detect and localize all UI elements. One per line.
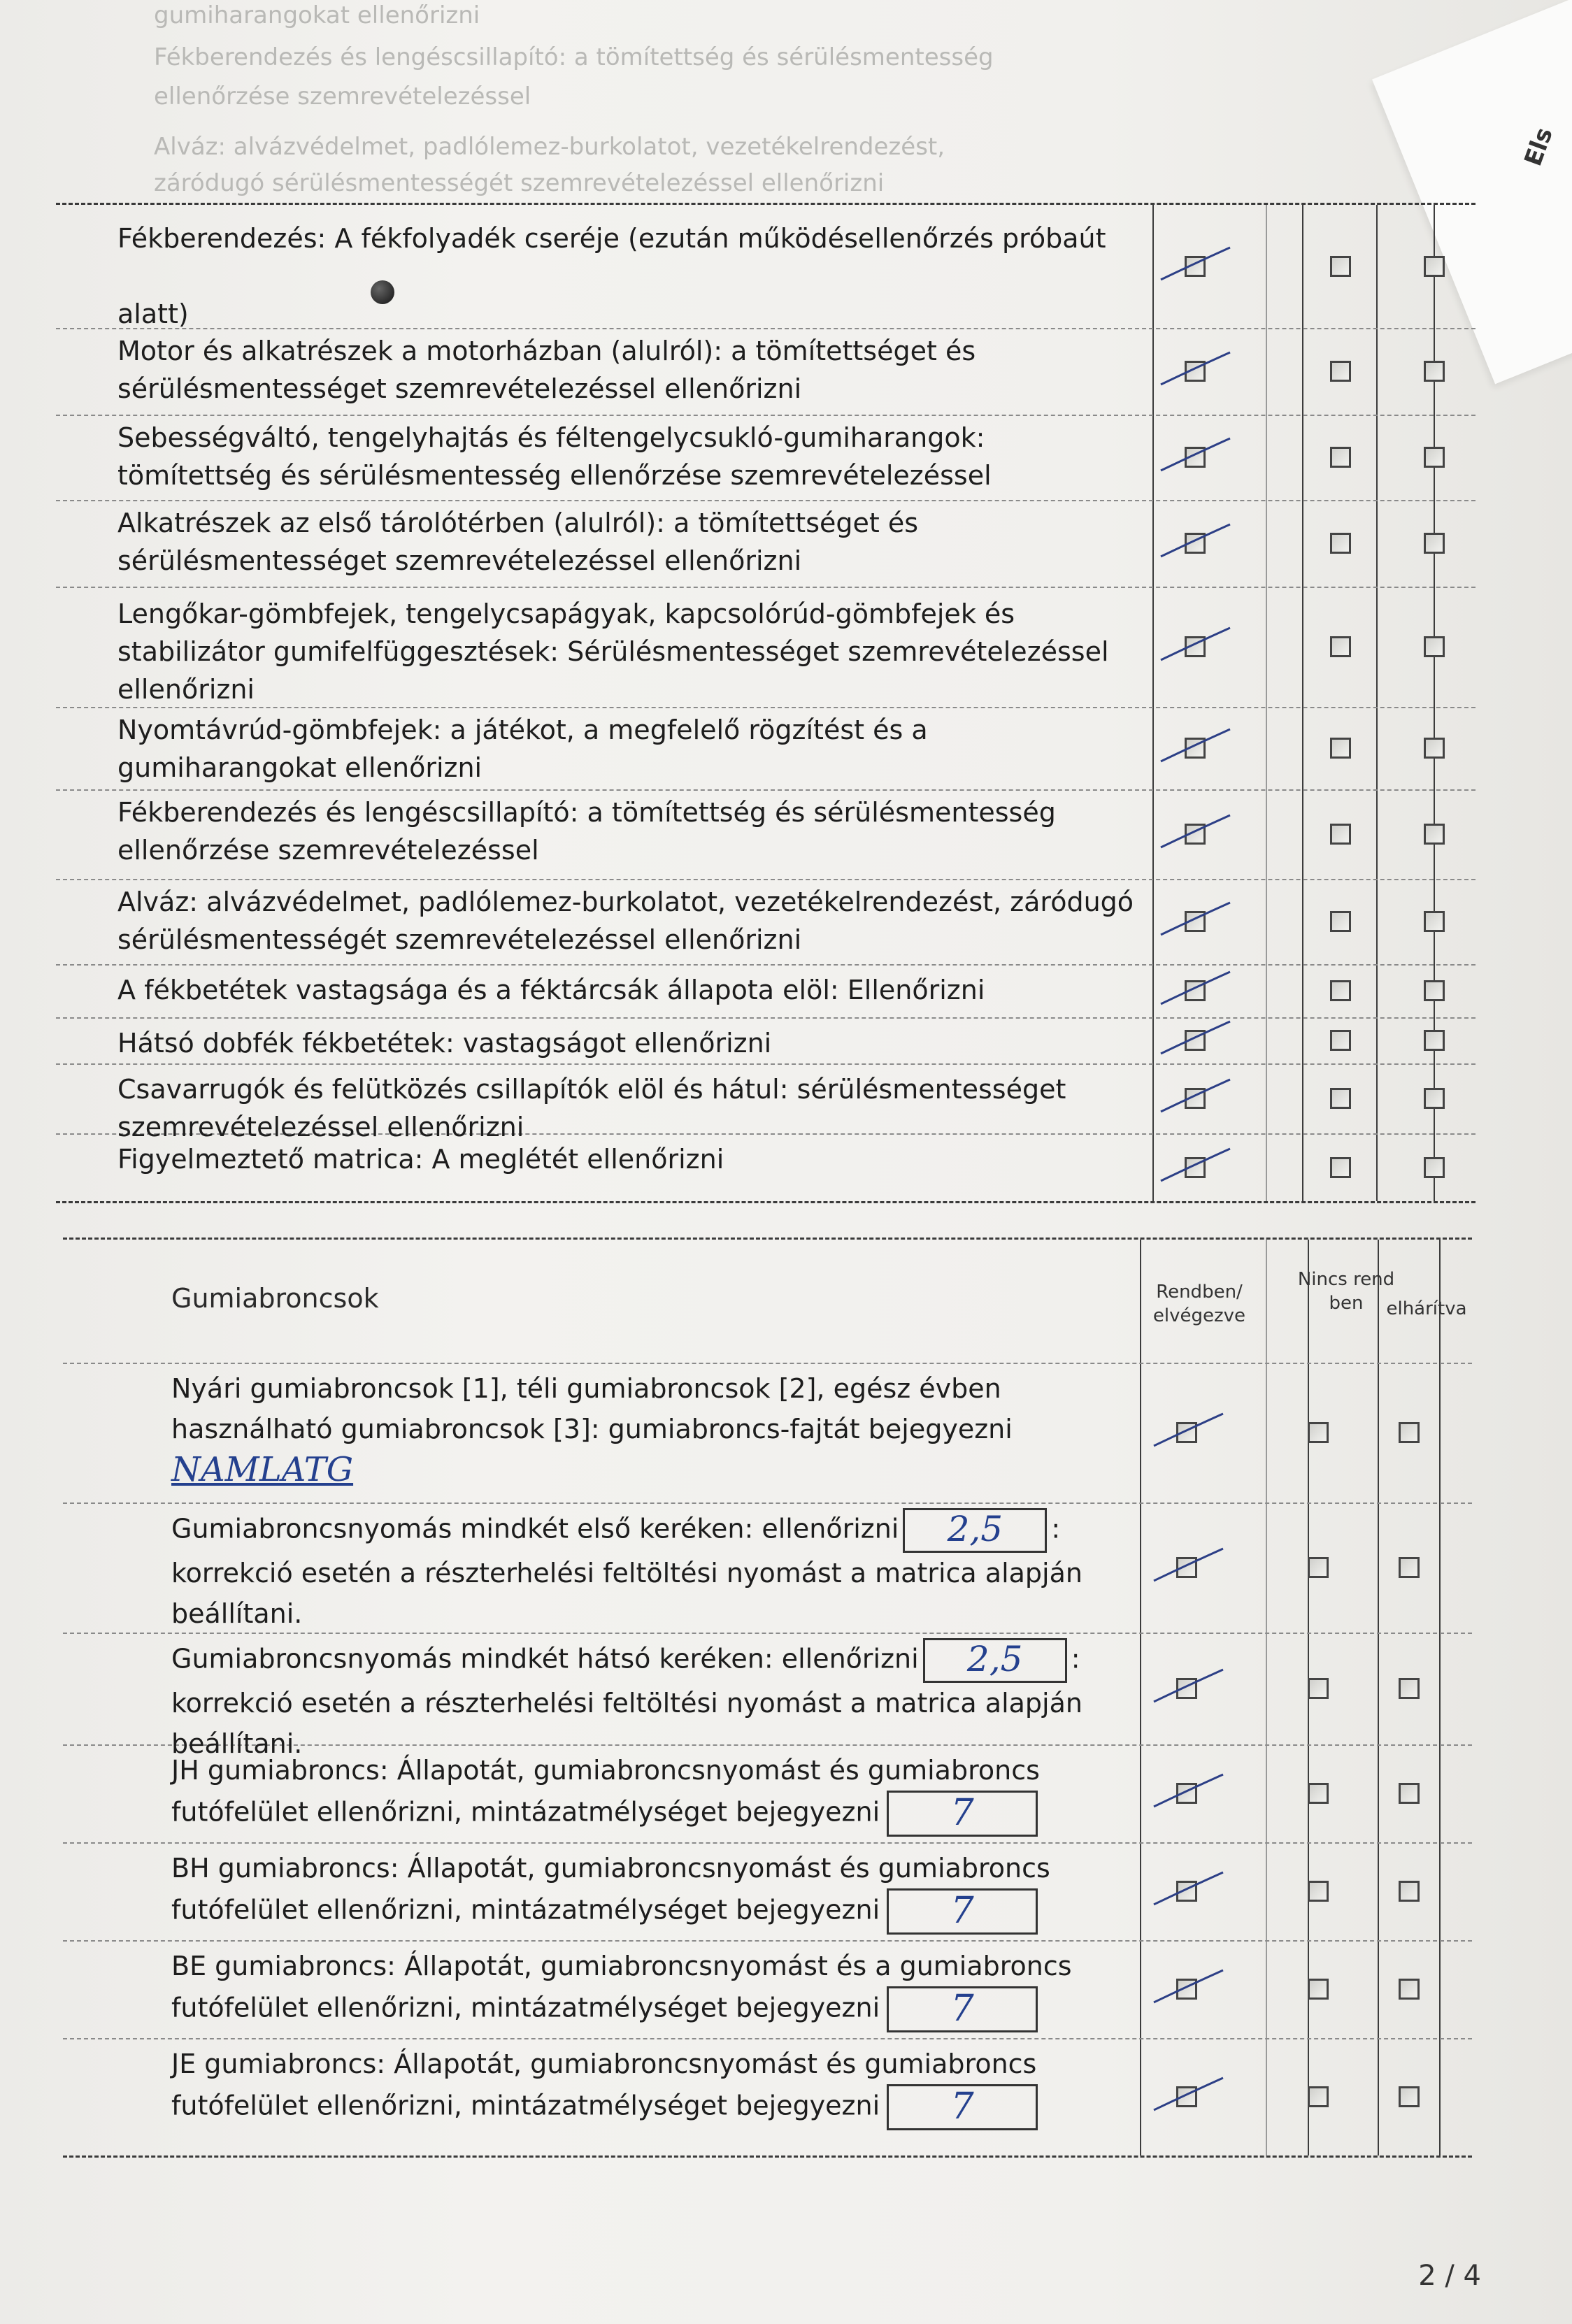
checkmark-icon <box>1157 520 1234 562</box>
checkbox-fixed[interactable] <box>1399 1881 1420 1902</box>
tyre-item-text <box>171 1750 1122 1837</box>
handwritten-value: NAMLATG <box>171 1450 354 1489</box>
bleed-through-line: ellenőrzése szemrevételezéssel <box>154 83 531 110</box>
checkbox-fixed[interactable] <box>1399 1678 1420 1699</box>
checkbox-fixed[interactable] <box>1424 533 1445 554</box>
checklist-row <box>56 415 1475 501</box>
checkmark-icon <box>1157 725 1234 767</box>
tyre-item-label: Gumiabroncsnyomás mindkét hátsó keréken: ellenőrizni <box>171 1643 919 1674</box>
checklist-row <box>56 328 1475 416</box>
handwritten-value: 7 <box>950 1792 974 1834</box>
checkbox-fixed[interactable] <box>1424 1088 1445 1109</box>
tyre-item-text <box>171 1946 1122 2032</box>
checkbox-not-ok[interactable] <box>1330 256 1351 277</box>
handwritten-value: 2,5 <box>947 1509 1003 1549</box>
adjacent-page-text: Els <box>1519 124 1559 170</box>
checkbox-fixed[interactable] <box>1424 447 1445 468</box>
checkbox-fixed[interactable] <box>1399 2086 1420 2107</box>
checkbox-fixed[interactable] <box>1424 980 1445 1001</box>
tread-depth-box[interactable] <box>887 1986 1038 2032</box>
checkbox-not-ok[interactable] <box>1330 738 1351 759</box>
tyre-item-text <box>171 1368 1122 1492</box>
tyre-row <box>63 2038 1472 2156</box>
checklist-item-text: Motor és alkatrészek a motorházban (alulról): a tömítettséget és sérülésmentességet szemrevételezéssel ellenőrizni <box>117 336 976 404</box>
tread-depth-box[interactable] <box>887 1791 1038 1837</box>
checklist-row <box>56 789 1475 880</box>
handwritten-value-box[interactable] <box>903 1508 1047 1553</box>
tread-depth-box[interactable] <box>887 2084 1038 2130</box>
checklist-item-text: Fékberendezés: A fékfolyadék cseréje (ezután működésellenőrzés próbaút alatt) <box>117 223 1106 329</box>
bleed-through-line: gumiharangokat ellenőrizni <box>154 1 480 29</box>
tyre-row <box>63 1633 1472 1759</box>
checkbox-not-ok[interactable] <box>1330 1030 1351 1051</box>
checklist-row <box>56 1063 1475 1142</box>
tyre-row <box>63 1842 1472 1942</box>
bleed-through-line: Alváz: alvázvédelmet, padlólemez-burkolatot, vezetékelrendezést, <box>154 133 945 161</box>
checkbox-not-ok[interactable] <box>1330 1088 1351 1109</box>
checkmark-icon <box>1157 898 1234 940</box>
checkmark-icon <box>1157 968 1234 1010</box>
col-header-not-ok: Nincs rend ben <box>1297 1269 1395 1314</box>
tyre-row <box>63 1363 1472 1504</box>
checkmark-icon <box>1150 1410 1227 1451</box>
checklist-item-text: Lengőkar-gömbfejek, tengelycsapágyak, kapcsolórúd-gömbfejek és stabilizátor gumifelfüggesztések: Sérülésmentességet szemrevételezéssel ellenőrizni <box>117 598 1109 705</box>
checklist-row <box>56 964 1475 1019</box>
tyre-item-text <box>171 1508 1122 1634</box>
bleed-through-line: Fékberendezés és lengéscsillapító: a tömítettség és sérülésmentesség <box>154 43 994 71</box>
checkbox-not-ok[interactable] <box>1308 1678 1329 1699</box>
tyres-section <box>63 1238 1472 2158</box>
checklist-section-top <box>56 203 1475 1203</box>
checkbox-not-ok[interactable] <box>1330 911 1351 932</box>
tyre-item-label: JE gumiabroncs: Állapotát, gumiabroncsnyomást és gumiabroncs futófelület ellenőrizni, mintázatmélységet bejegyezni <box>171 2049 1037 2121</box>
checkbox-not-ok[interactable] <box>1330 361 1351 382</box>
checkmark-icon <box>1157 811 1234 853</box>
checkbox-fixed[interactable] <box>1424 636 1445 657</box>
col-header-fixed: elhárítva <box>1386 1298 1467 1319</box>
page-number: 2 / 4 <box>1418 2260 1481 2292</box>
checkbox-not-ok[interactable] <box>1308 1783 1329 1804</box>
checkbox-fixed[interactable] <box>1424 824 1445 845</box>
bleed-through-line: záródugó sérülésmentességét szemrevételezéssel ellenőrizni <box>154 169 885 197</box>
tread-depth-box[interactable] <box>887 1888 1038 1935</box>
checklist-item-text: Fékberendezés és lengéscsillapító: a tömítettség és sérülésmentesség ellenőrzése szemrevételezéssel <box>117 797 1056 866</box>
checklist-row <box>56 1133 1475 1201</box>
tyre-row <box>63 1502 1472 1634</box>
checkbox-fixed[interactable] <box>1424 738 1445 759</box>
checkmark-icon <box>1157 243 1234 285</box>
checklist-row <box>56 205 1475 329</box>
checkbox-not-ok[interactable] <box>1308 1881 1329 1902</box>
tyre-item-label: JH gumiabroncs: Állapotát, gumiabroncsnyomást és gumiabroncs futófelület ellenőrizni, mintázatmélységet bejegyezni <box>171 1755 1040 1828</box>
tyre-item-label: Gumiabroncsnyomás mindkét első keréken: ellenőrizni <box>171 1513 899 1544</box>
handwritten-value: 7 <box>950 1890 974 1932</box>
tyres-header-row <box>63 1240 1472 1364</box>
tyre-item-text <box>171 1848 1122 1935</box>
checkmark-icon <box>1157 434 1234 476</box>
checkbox-fixed[interactable] <box>1424 361 1445 382</box>
tyre-item-label: BH gumiabroncs: Állapotát, gumiabroncsnyomást és gumiabroncs futófelület ellenőrizni, mintázatmélységet bejegyezni <box>171 1853 1050 1925</box>
checkmark-icon <box>1150 1770 1227 1812</box>
checkbox-not-ok[interactable] <box>1308 1557 1329 1578</box>
checkmark-icon <box>1157 1075 1234 1117</box>
checklist-row <box>56 879 1475 966</box>
checkbox-fixed[interactable] <box>1399 1422 1420 1443</box>
checkbox-not-ok[interactable] <box>1308 1979 1329 2000</box>
checkbox-fixed[interactable] <box>1399 1979 1420 2000</box>
checklist-row <box>56 500 1475 588</box>
tyre-item-label: Nyári gumiabroncsok [1], téli gumiabroncsok [2], egész évben használható gumiabroncsok [3]: gumiabroncs-fajtát bejegyezni <box>171 1373 1013 1444</box>
col-header-ok: Rendben/ elvégezve <box>1152 1282 1246 1326</box>
checkmark-icon <box>1157 348 1234 390</box>
checkbox-not-ok[interactable] <box>1308 1422 1329 1443</box>
tyre-item-label-after: : korrekció esetén a részterhelési feltöltési nyomást a matrica alapján beállítani. <box>171 1643 1082 1759</box>
checkbox-fixed[interactable] <box>1424 1157 1445 1178</box>
checkmark-icon <box>1157 1017 1234 1059</box>
checklist-row <box>56 587 1475 708</box>
checklist-item-text: Sebességváltó, tengelyhajtás és féltengelycsukló-gumiharangok: tömítettség és sérülésmentesség ellenőrzése szemrevételezéssel <box>117 422 992 491</box>
checkbox-fixed[interactable] <box>1424 911 1445 932</box>
handwritten-value: 7 <box>950 1988 974 2030</box>
checklist-row <box>56 707 1475 791</box>
checkmark-icon <box>1157 624 1234 666</box>
tyre-row <box>63 1940 1472 2039</box>
checklist-item-text: Alkatrészek az első tárolótérben (alulról): a tömítettséget és sérülésmentességet szemrevételezéssel ellenőrizni <box>117 508 919 576</box>
checklist-item-text: Csavarrugók és felütközés csillapítók elöl és hátul: sérülésmentességet szemrevételezéssel ellenőrizni <box>117 1074 1066 1142</box>
handwritten-value: 7 <box>950 2086 974 2128</box>
checkbox-not-ok[interactable] <box>1330 447 1351 468</box>
checkbox-not-ok[interactable] <box>1330 636 1351 657</box>
checkbox-fixed[interactable] <box>1399 1557 1420 1578</box>
checklist-item-text: Figyelmeztető matrica: A meglétét ellenőrizni <box>117 1144 724 1175</box>
checklist-item-text: Alváz: alvázvédelmet, padlólemez-burkolatot, vezetékelrendezést, záródugó sérülésmentességét szemrevételezéssel ellenőrizni <box>117 887 1134 955</box>
checklist-row <box>56 1017 1475 1065</box>
checkbox-not-ok[interactable] <box>1308 2086 1329 2107</box>
tyre-item-text <box>171 2044 1122 2130</box>
tyre-item-label: BE gumiabroncs: Állapotát, gumiabroncsnyomást és a gumiabroncs futófelület ellenőrizni, mintázatmélységet bejegyezni <box>171 1951 1072 2023</box>
checkmark-icon <box>1150 2074 1227 2116</box>
tyre-row <box>63 1744 1472 1844</box>
handwritten-value-box[interactable] <box>923 1638 1067 1683</box>
handwritten-value: 2,5 <box>966 1639 1023 1679</box>
checkbox-not-ok[interactable] <box>1330 980 1351 1001</box>
checkbox-not-ok[interactable] <box>1330 824 1351 845</box>
checkbox-fixed[interactable] <box>1424 1030 1445 1051</box>
punch-dot <box>371 280 394 304</box>
checklist-item-text: Nyomtávrúd-gömbfejek: a játékot, a megfelelő rögzítést és a gumiharangokat ellenőrizni <box>117 715 928 783</box>
checkmark-icon <box>1150 1966 1227 2008</box>
checkmark-icon <box>1150 1868 1227 1910</box>
checklist-item-text: A fékbetétek vastagsága és a féktárcsák állapota elöl: Ellenőrizni <box>117 975 985 1005</box>
section-title: Gumiabroncsok <box>171 1283 379 1314</box>
checkmark-icon <box>1150 1544 1227 1586</box>
checklist-item-text: Hátsó dobfék fékbetétek: vastagságot ellenőrizni <box>117 1028 772 1059</box>
checkbox-not-ok[interactable] <box>1330 1157 1351 1178</box>
checkbox-fixed[interactable] <box>1424 256 1445 277</box>
checkmark-icon <box>1150 1665 1227 1707</box>
checkbox-fixed[interactable] <box>1399 1783 1420 1804</box>
tyre-item-label-after: : korrekció esetén a részterhelési feltöltési nyomást a matrica alapján beállítani. <box>171 1513 1082 1629</box>
checkmark-icon <box>1157 1145 1234 1186</box>
checkbox-not-ok[interactable] <box>1330 533 1351 554</box>
